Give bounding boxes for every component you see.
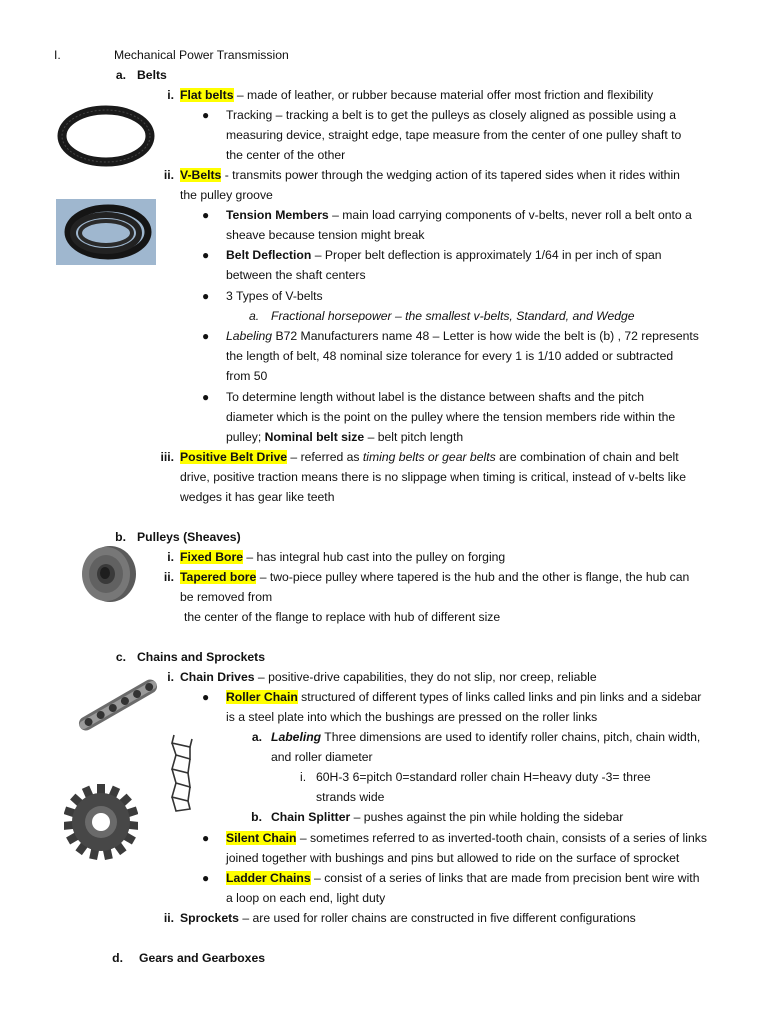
outline-number: b. xyxy=(251,810,262,824)
pbd-italic: timing belts or gear belts xyxy=(362,450,496,464)
chain-splitter-term: Chain Splitter xyxy=(271,810,351,824)
subsection-heading-pulleys: Pulleys (Sheaves) xyxy=(137,530,241,544)
roller-line-2: is a steel plate into which the bushings are pressed on the roller links xyxy=(226,710,598,724)
outline-number: ii. xyxy=(163,168,174,182)
tracking-line-2: measuring device, straight edge, tape measure from the center of one pulley shaft to xyxy=(226,128,682,142)
chain-splitter-desc: – pushes against the pin while holding the sidebar xyxy=(350,810,624,824)
types-a-line: Fractional horsepower – the smallest v-belts, Standard, and Wedge xyxy=(271,309,635,323)
outline-number: c. xyxy=(115,650,126,664)
tapered-bore-line xyxy=(180,567,689,587)
roller-chain-term: Roller Chain xyxy=(226,690,298,704)
silent-line-2: joined together with bushings and pins but allowed to ride on the surface of sprocket xyxy=(226,851,680,865)
rc-labeling-desc: Three dimensions are used to identify roller chains, pitch, chain width, xyxy=(321,730,701,744)
silent-chain-term: Silent Chain xyxy=(226,831,297,845)
deflection-line xyxy=(226,245,662,265)
bullet-icon: ● xyxy=(202,871,210,885)
bullet-icon: ● xyxy=(202,208,210,222)
labeling-line xyxy=(226,326,699,346)
chain-drives-line xyxy=(180,667,597,687)
labeling-line-3: from 50 xyxy=(226,369,268,383)
ladder-chains-term: Ladder Chains xyxy=(226,871,311,885)
tension-line xyxy=(226,205,692,225)
roller-chain-line xyxy=(226,687,701,707)
roller-chain-desc: structured of different types of links called links and pin links and a sidebar xyxy=(297,690,702,704)
outline-number: ii. xyxy=(163,911,174,925)
tracking-line-3: the center of the other xyxy=(226,148,346,162)
outline-number: a. xyxy=(251,730,262,744)
bullet-icon: ● xyxy=(202,390,210,404)
pbd-text: – referred as xyxy=(287,450,363,464)
bullet-icon: ● xyxy=(202,108,210,122)
outline-number: d. xyxy=(112,951,123,965)
fixed-bore-desc: – has integral hub cast into the pulley on forging xyxy=(243,550,506,564)
pbd-line xyxy=(180,447,679,467)
fixed-bore-line xyxy=(180,547,505,567)
vbelts-line-2: the pulley groove xyxy=(180,188,273,202)
outline-number: i. xyxy=(167,88,174,102)
tension-line-2: sheave because tension might break xyxy=(226,228,425,242)
pbd-term: Positive Belt Drive xyxy=(180,450,288,464)
rc-code-line-2: strands wide xyxy=(316,790,385,804)
ladder-chains-line xyxy=(226,868,699,888)
types-line: 3 Types of V-belts xyxy=(226,289,323,303)
nominal-belt-size-term: Nominal belt size xyxy=(264,430,365,444)
outline-number: I. xyxy=(54,48,61,62)
rc-labeling-line-2: and roller diameter xyxy=(271,750,373,764)
tapered-line-2: be removed from xyxy=(180,590,273,604)
outline-number: i. xyxy=(167,550,174,564)
length-line-2: diameter which is the point on the pulley where the tension members ride within the xyxy=(226,410,676,424)
ladder-chains-desc: – consist of a series of links that are made from precision bent wire with xyxy=(310,871,700,885)
bullet-icon: ● xyxy=(202,329,210,343)
rc-labeling-line xyxy=(271,727,700,747)
silent-chain-line xyxy=(226,828,707,848)
rc-code-line: 60H-3 6=pitch 0=standard roller chain H=heavy duty -3= three xyxy=(316,770,651,784)
outline-number: i. xyxy=(300,770,307,784)
section-title: Mechanical Power Transmission xyxy=(114,48,289,62)
ladder-chain-drawing xyxy=(168,733,196,813)
roller-chain-photo xyxy=(78,672,158,738)
labeling-desc: B72 Manufacturers name 48 – Letter is how wide the belt is (b) , 72 represents xyxy=(272,329,699,343)
bullet-icon: ● xyxy=(202,831,210,845)
sprocket-photo xyxy=(64,782,138,862)
subsection-heading-gears: Gears and Gearboxes xyxy=(139,951,265,965)
pbd-line-2: drive, positive traction means there is no slippage when timing is critical, instead of v-belts like xyxy=(180,470,687,484)
flat-belts-line xyxy=(180,85,653,105)
flat-belts-term: Flat belts xyxy=(180,88,234,102)
ladder-line-2: a loop on each end, light duty xyxy=(226,891,386,905)
tapered-line-3: the center of the flange to replace with hub of different size xyxy=(184,610,501,624)
outline-number: i. xyxy=(167,670,174,684)
pulley-photo xyxy=(78,543,138,605)
length-line-3 xyxy=(226,427,463,447)
labeling-term: Labeling xyxy=(226,329,273,343)
outline-number: a. xyxy=(115,68,126,82)
labeling-line-2: the length of belt, 48 nominal size tolerance for every 1 is 1/10 added or subtracted xyxy=(226,349,674,363)
vbelts-term: V-Belts xyxy=(180,168,222,182)
fixed-bore-term: Fixed Bore xyxy=(180,550,243,564)
flat-belt-photo xyxy=(56,100,156,172)
rc-labeling-term: Labeling xyxy=(271,730,322,744)
outline-number: a. xyxy=(249,309,260,323)
deflection-line-2: between the shaft centers xyxy=(226,268,366,282)
vbelts-line xyxy=(180,165,680,185)
vbelts-desc: - transmits power through the wedging action of its tapered sides when it rides within xyxy=(221,168,680,182)
tension-desc: – main load carrying components of v-belts, never roll a belt onto a xyxy=(328,208,692,222)
silent-chain-desc: – sometimes referred to as inverted-tooth chain, consists of a series of links xyxy=(296,831,707,845)
pbd-line-3: wedges it has gear like teeth xyxy=(180,490,335,504)
chain-drives-desc: – positive-drive capabilities, they do not slip, nor creep, reliable xyxy=(254,670,597,684)
outline-number: b. xyxy=(115,530,126,544)
flat-belts-desc: – made of leather, or rubber because material offer most friction and flexibility xyxy=(233,88,654,102)
sprockets-line xyxy=(180,908,636,928)
length-text: pulley; xyxy=(226,430,265,444)
pbd-text: are combination of chain and belt xyxy=(495,450,679,464)
sprockets-desc: – are used for roller chains are constructed in five different configurations xyxy=(238,911,636,925)
chain-drives-term: Chain Drives xyxy=(180,670,255,684)
tapered-bore-desc: – two-piece pulley where tapered is the hub and the other is flange, the hub can xyxy=(256,570,690,584)
sprockets-term: Sprockets xyxy=(180,911,239,925)
outline-number: iii. xyxy=(160,450,174,464)
subsection-heading-belts: Belts xyxy=(137,68,167,82)
deflection-term: Belt Deflection xyxy=(226,248,312,262)
bullet-icon: ● xyxy=(202,289,210,303)
tracking-line-1: Tracking – tracking a belt is to get the pulleys as closely aligned as possible using a xyxy=(226,108,677,122)
tension-term: Tension Members xyxy=(226,208,329,222)
bullet-icon: ● xyxy=(202,248,210,262)
length-line-1: To determine length without label is the distance between shafts and the pitch xyxy=(226,390,645,404)
bullet-icon: ● xyxy=(202,690,210,704)
outline-number: ii. xyxy=(163,570,174,584)
length-text: – belt pitch length xyxy=(364,430,464,444)
tapered-bore-term: Tapered bore xyxy=(180,570,257,584)
chain-splitter-line xyxy=(271,807,623,827)
deflection-desc: – Proper belt deflection is approximately 1/64 in per inch of span xyxy=(311,248,662,262)
subsection-heading-chains: Chains and Sprockets xyxy=(137,650,266,664)
v-belt-photo xyxy=(56,199,156,265)
